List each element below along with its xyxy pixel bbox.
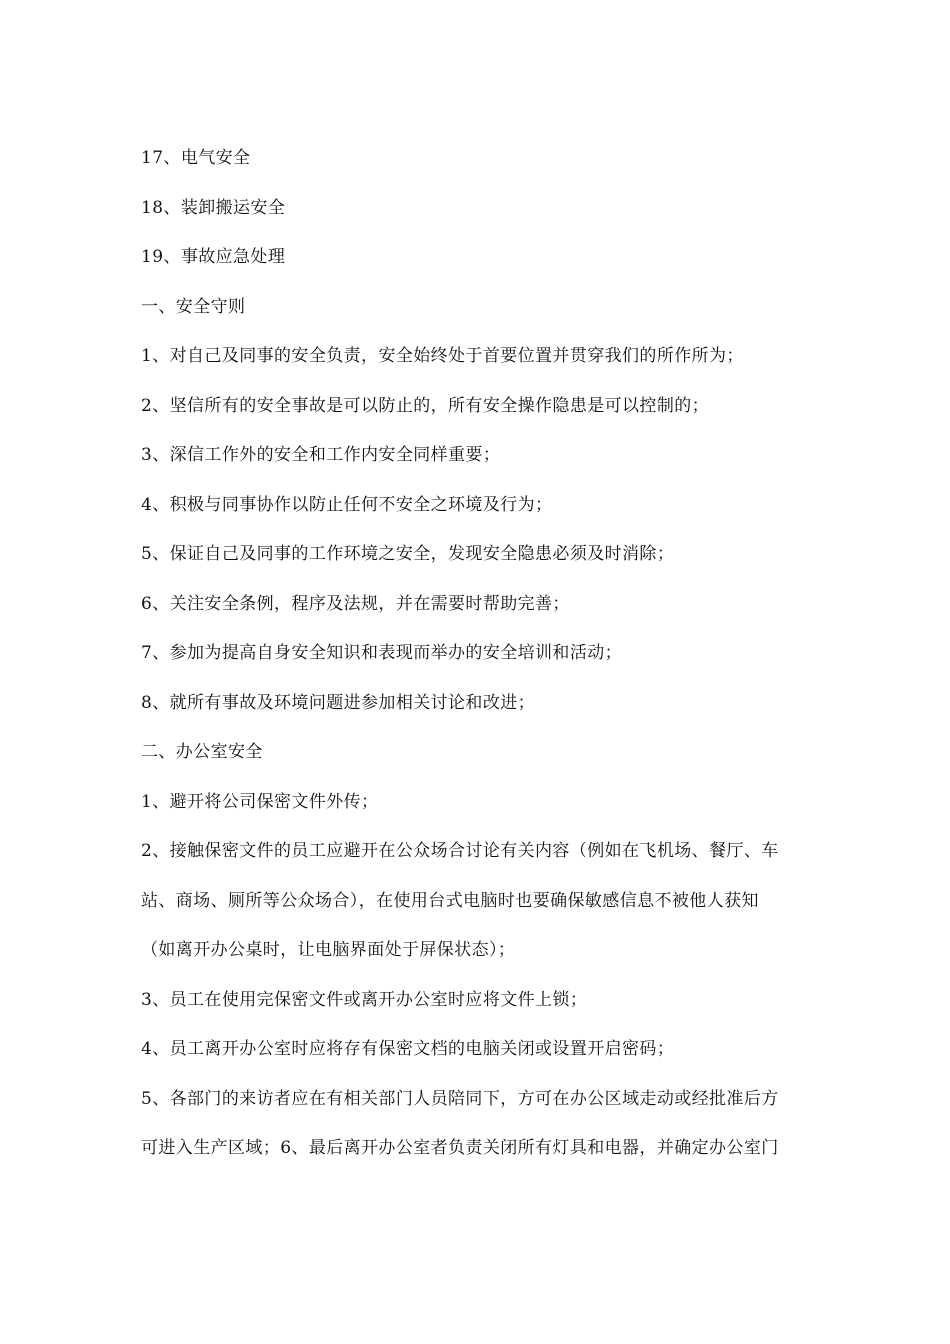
- section-heading-office-safety: 二、办公室安全: [141, 742, 263, 762]
- rule-item-7: 7、参加为提高自身安全知识和表现而举办的安全培训和活动；: [141, 643, 623, 663]
- office-item-5-line-2: 可进入生产区域；6、最后离开办公室者负责关闭所有灯具和电器，并确定办公室门: [141, 1138, 779, 1158]
- section-heading-safety-rules: 一、安全守则: [141, 296, 246, 317]
- office-item-2-line-2: 站、商场、厕所等公众场合），在使用台式电脑时也要确保敏感信息不被他人获知: [141, 890, 759, 911]
- rule-item-8: 8、就所有事故及环境问题进参加相关讨论和改进；: [141, 692, 536, 713]
- rule-item-6: 6、关注安全条例，程序及法规，并在需要时帮助完善；: [141, 593, 570, 614]
- office-item-5-line-1: 5、各部门的来访者应在有相关部门人员陪同下，方可在办公区域走动或经批准后方: [141, 1088, 779, 1109]
- document-body: [141, 134, 831, 1174]
- office-item-3: 3、员工在使用完保密文件或离开办公室时应将文件上锁；: [141, 989, 588, 1010]
- rule-item-4: 4、积极与同事协作以防止任何不安全之环境及行为；: [141, 494, 553, 515]
- rule-item-1: 1、对自己及同事的安全负责，安全始终处于首要位置并贯穿我们的所作所为；: [141, 346, 744, 366]
- rule-item-5: 5、保证自己及同事的工作环境之安全，发现安全隐患必须及时消除；: [141, 544, 675, 564]
- office-item-2-line-3: （如离开办公桌时，让电脑界面处于屏保状态）；: [141, 940, 516, 960]
- list-item-electrical-safety: 17、电气安全: [141, 148, 251, 168]
- office-item-4: 4、员工离开办公室时应将存有保密文档的电脑关闭或设置开启密码；: [141, 1039, 675, 1059]
- rule-item-2: 2、坚信所有的安全事故是可以防止的，所有安全操作隐患是可以控制的；: [141, 395, 710, 416]
- office-item-2-line-1: 2、接触保密文件的员工应避开在公众场合讨论有关内容（例如在飞机场、餐厅、车: [141, 841, 779, 861]
- rule-item-3: 3、深信工作外的安全和工作内安全同样重要；: [141, 445, 501, 465]
- office-item-1: 1、避开将公司保密文件外传；: [141, 791, 379, 812]
- list-item-handling-safety: 18、装卸搬运安全: [141, 197, 286, 218]
- list-item-emergency-handling: 19、事故应急处理: [141, 247, 286, 267]
